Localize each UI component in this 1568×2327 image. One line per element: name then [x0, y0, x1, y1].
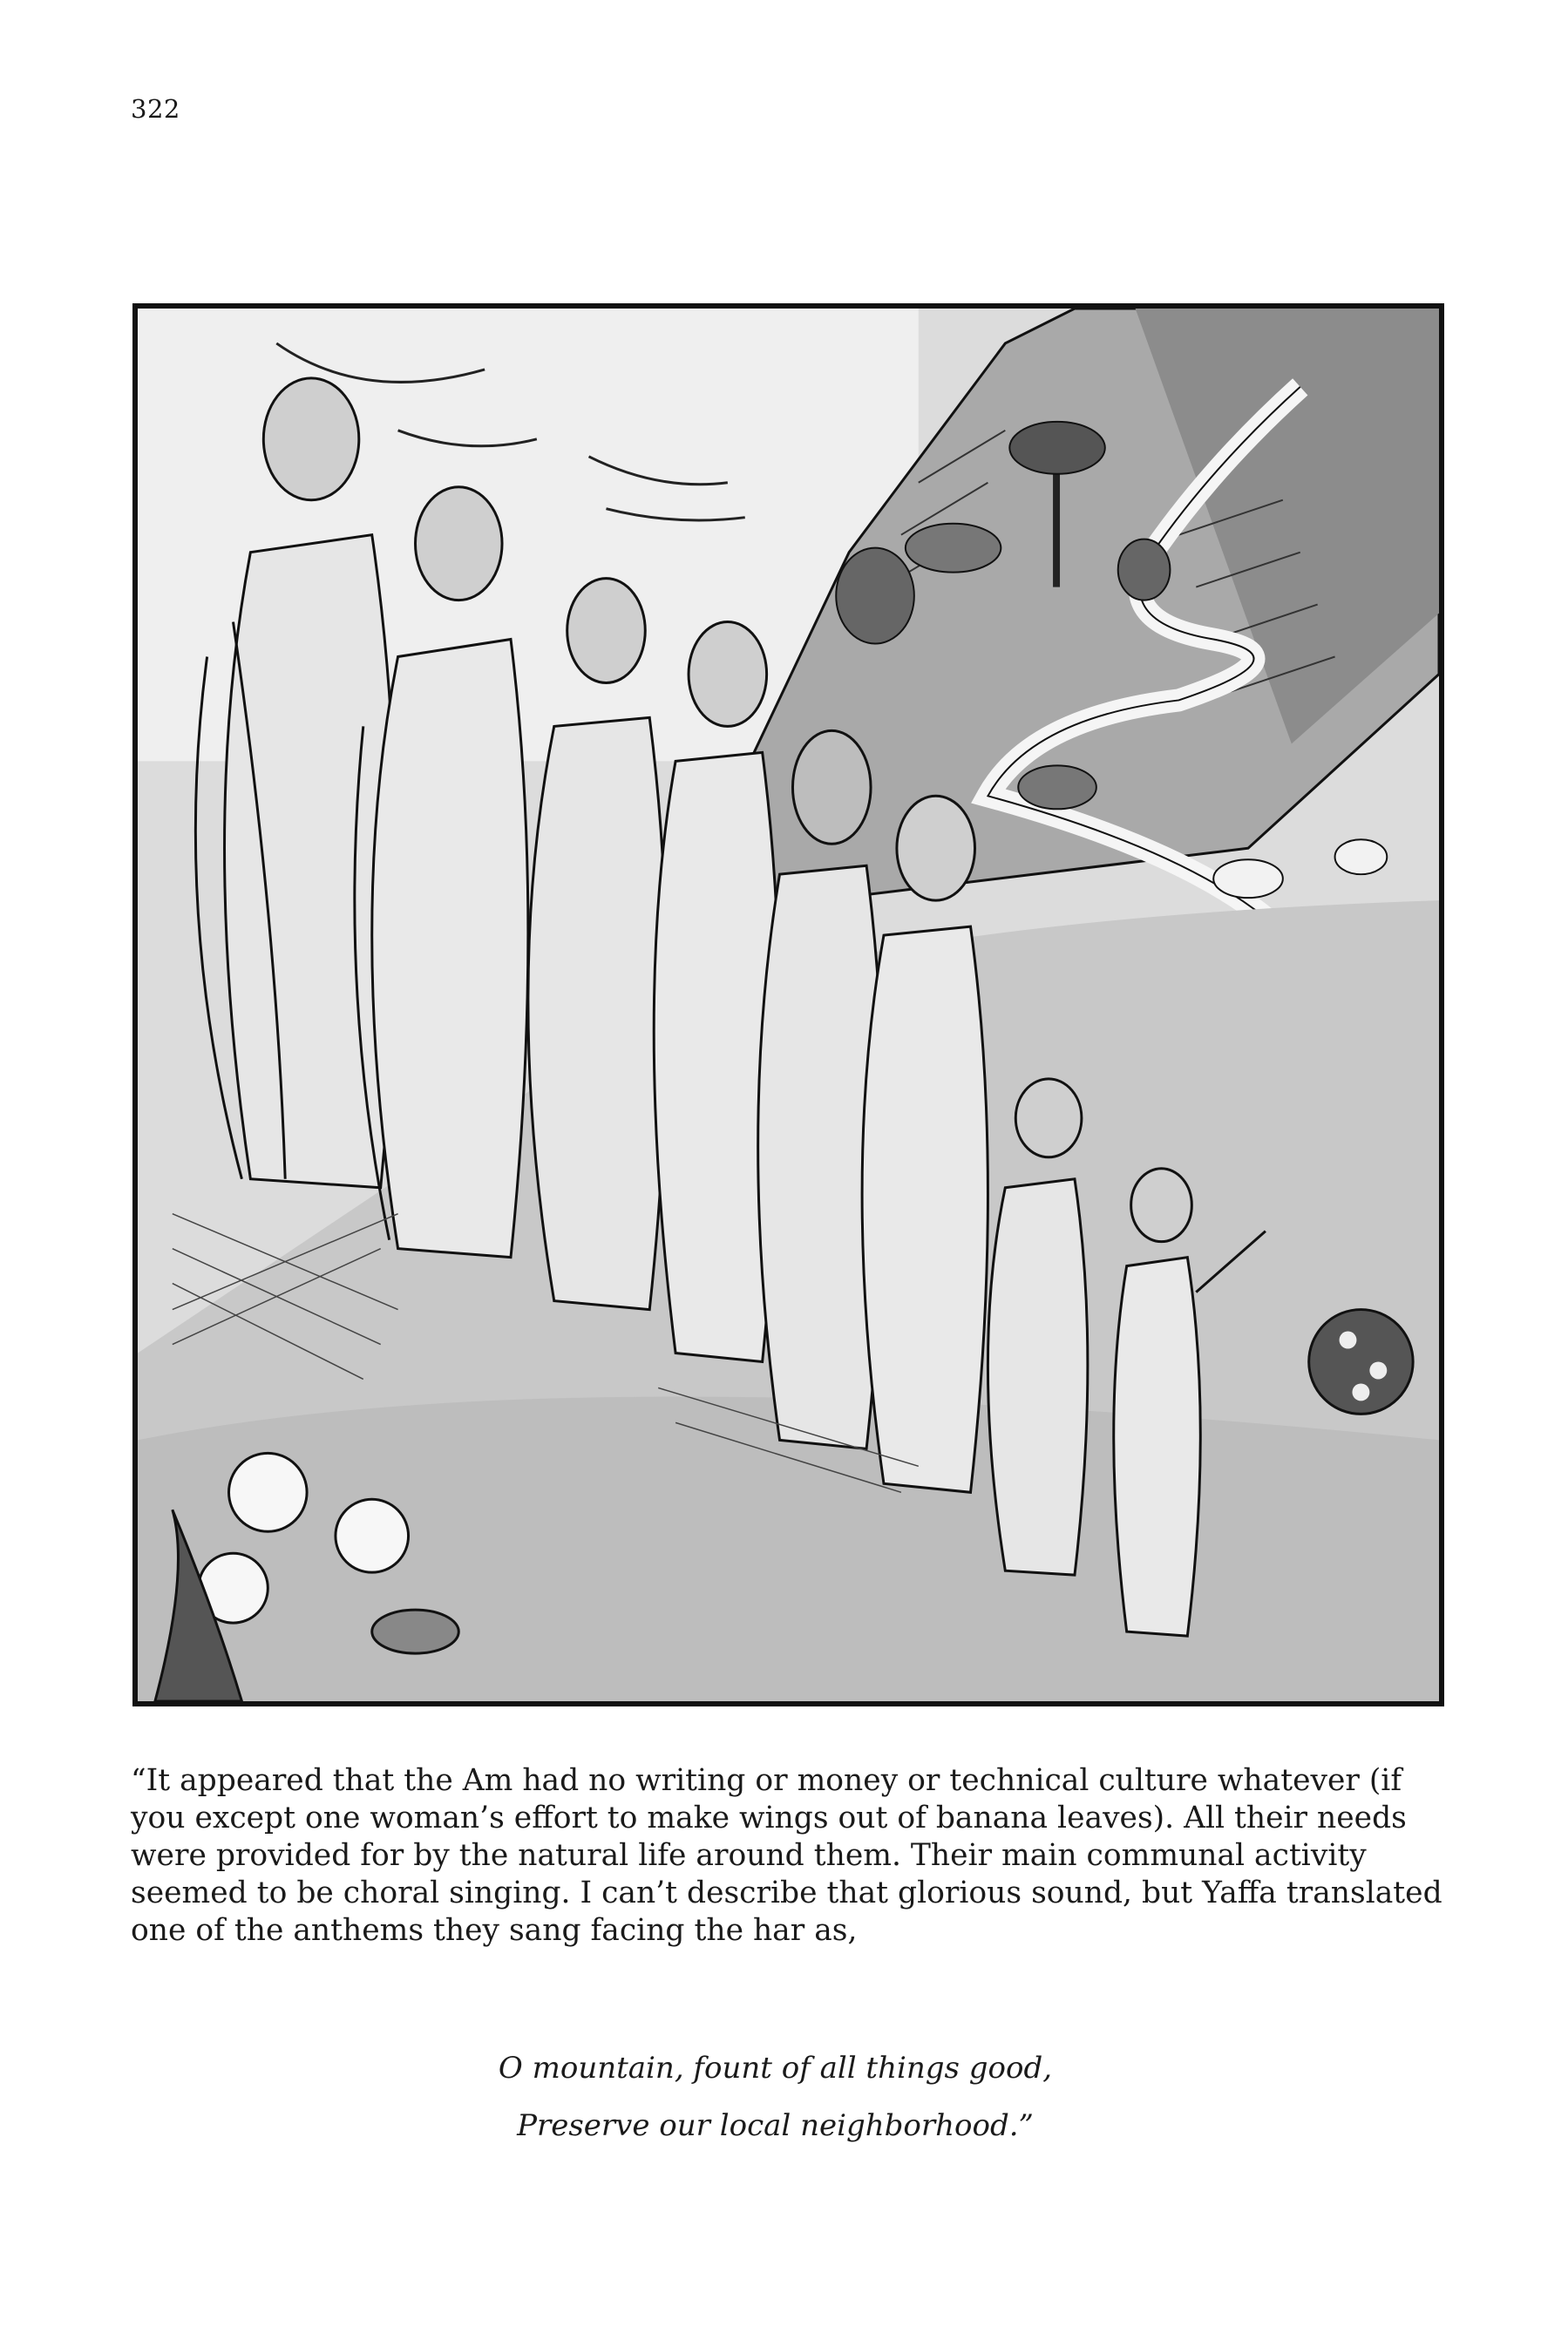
verse-line-2: Preserve our local neighborhood.” — [517, 2108, 1034, 2143]
fruit-tree — [1309, 1310, 1413, 1415]
body-paragraph: “It appeared that the Am had no writing or money or technical culture whatever (if you except one woman’s effort to make wings out of banana leaves). All their needs were provided for by the natural life around them. Their main communal activity seemed to be choral singing. I can’t describe that glorious sound, but Yaffa translated one of the anthems they sang facing the har as, — [131, 1763, 1442, 1948]
illustration — [138, 309, 1439, 1701]
page-number: 322 — [131, 94, 180, 124]
verse-line-1: O mountain, fount of all things good, — [498, 2051, 1053, 2086]
verse — [0, 2039, 1568, 2154]
illustration-frame — [132, 303, 1444, 1706]
